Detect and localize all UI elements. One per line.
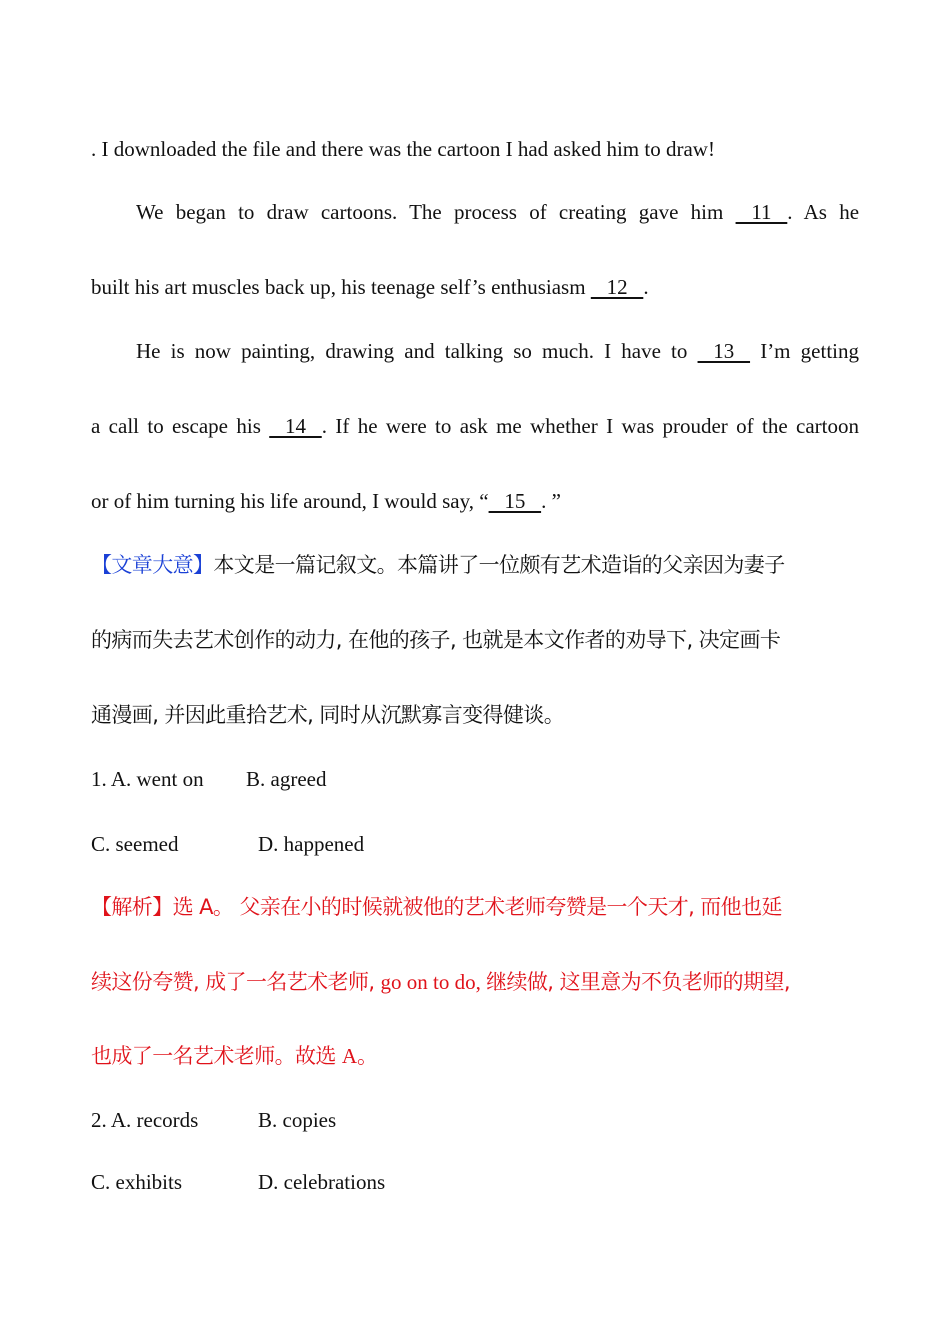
passage-text: He is now painting, drawing and talking so much. I have to [136, 339, 698, 363]
q1-option-a: 1. A. went on [91, 767, 204, 791]
analysis-text: 继续做, 这里意为不负老师的期望, [486, 970, 790, 994]
passage-text: . As he [787, 200, 860, 224]
analysis-text: 续这份夸赞, 成了一名艺术老师, [91, 970, 381, 994]
q2-option-a: 2. A. records [91, 1108, 199, 1132]
passage-text: a call to escape his [91, 414, 270, 438]
blank-12: 12 [590, 275, 644, 299]
analysis-text: 也成了一名艺术老师。故选 [91, 1044, 342, 1068]
summary-line [91, 700, 859, 730]
summary-text: 的病而失去艺术创作的动力, 在他的孩子, 也就是本文作者的劝导下, 决定画卡 [91, 628, 781, 652]
passage-text: built his art muscles back up, his teenage self’s enthusiasm [91, 275, 591, 299]
blank-13: 13 [697, 339, 751, 363]
analysis-text: A [341, 1044, 358, 1068]
passage-line [136, 197, 859, 227]
question-1-options-row [91, 829, 859, 859]
analysis-text: go on to do, [380, 970, 487, 994]
question-2-options-row [91, 1167, 859, 1197]
q2-option-d: D. celebrations [258, 1170, 386, 1194]
analysis-text: 选 A。 [172, 895, 240, 919]
passage-text: . If he were to ask me whether I was prouder of the cartoon [321, 414, 859, 438]
question-1-options-row [91, 764, 859, 794]
blank-11: 11 [735, 200, 788, 224]
analysis-label: 【解析】 [91, 895, 173, 919]
passage-text: . ” [541, 489, 561, 513]
summary-text: 本文是一篇记叙文。本篇讲了一位颇有艺术造诣的父亲因为妻子 [213, 553, 785, 577]
q2-option-b: B. copies [258, 1108, 337, 1132]
passage-line [91, 411, 859, 441]
analysis-line [91, 892, 859, 922]
analysis-line [91, 967, 859, 997]
summary-text: 通漫画, 并因此重拾艺术, 同时从沉默寡言变得健谈。 [91, 703, 565, 727]
passage-text: . [643, 275, 649, 299]
passage-line [91, 134, 859, 164]
blank-15: 15 [488, 489, 542, 513]
q1-option-c: C. seemed [91, 832, 179, 856]
passage-text: . I downloaded the file and there was the cartoon I had asked him to draw! [91, 137, 715, 161]
passage-text: I’m getting [750, 339, 859, 363]
passage-line [136, 336, 859, 366]
passage-text: We began to draw cartoons. The process of creating gave him [136, 200, 736, 224]
analysis-text: 父亲在小的时候就被他的艺术老师夸赞是一个天才, 而他也延 [239, 895, 782, 919]
q2-option-c: C. exhibits [91, 1170, 183, 1194]
blank-14: 14 [269, 414, 322, 438]
passage-line [91, 272, 859, 302]
passage-text: or of him turning his life around, I would say, “ [91, 489, 489, 513]
q1-option-d: D. happened [258, 832, 365, 856]
analysis-line [91, 1041, 859, 1071]
summary-line [91, 550, 859, 580]
question-2-options-row [91, 1105, 859, 1135]
summary-line [91, 625, 859, 655]
q1-option-b: B. agreed [246, 767, 327, 791]
summary-label: 【文章大意】 [91, 553, 214, 577]
passage-line [91, 486, 859, 516]
analysis-text: 。 [357, 1044, 378, 1068]
